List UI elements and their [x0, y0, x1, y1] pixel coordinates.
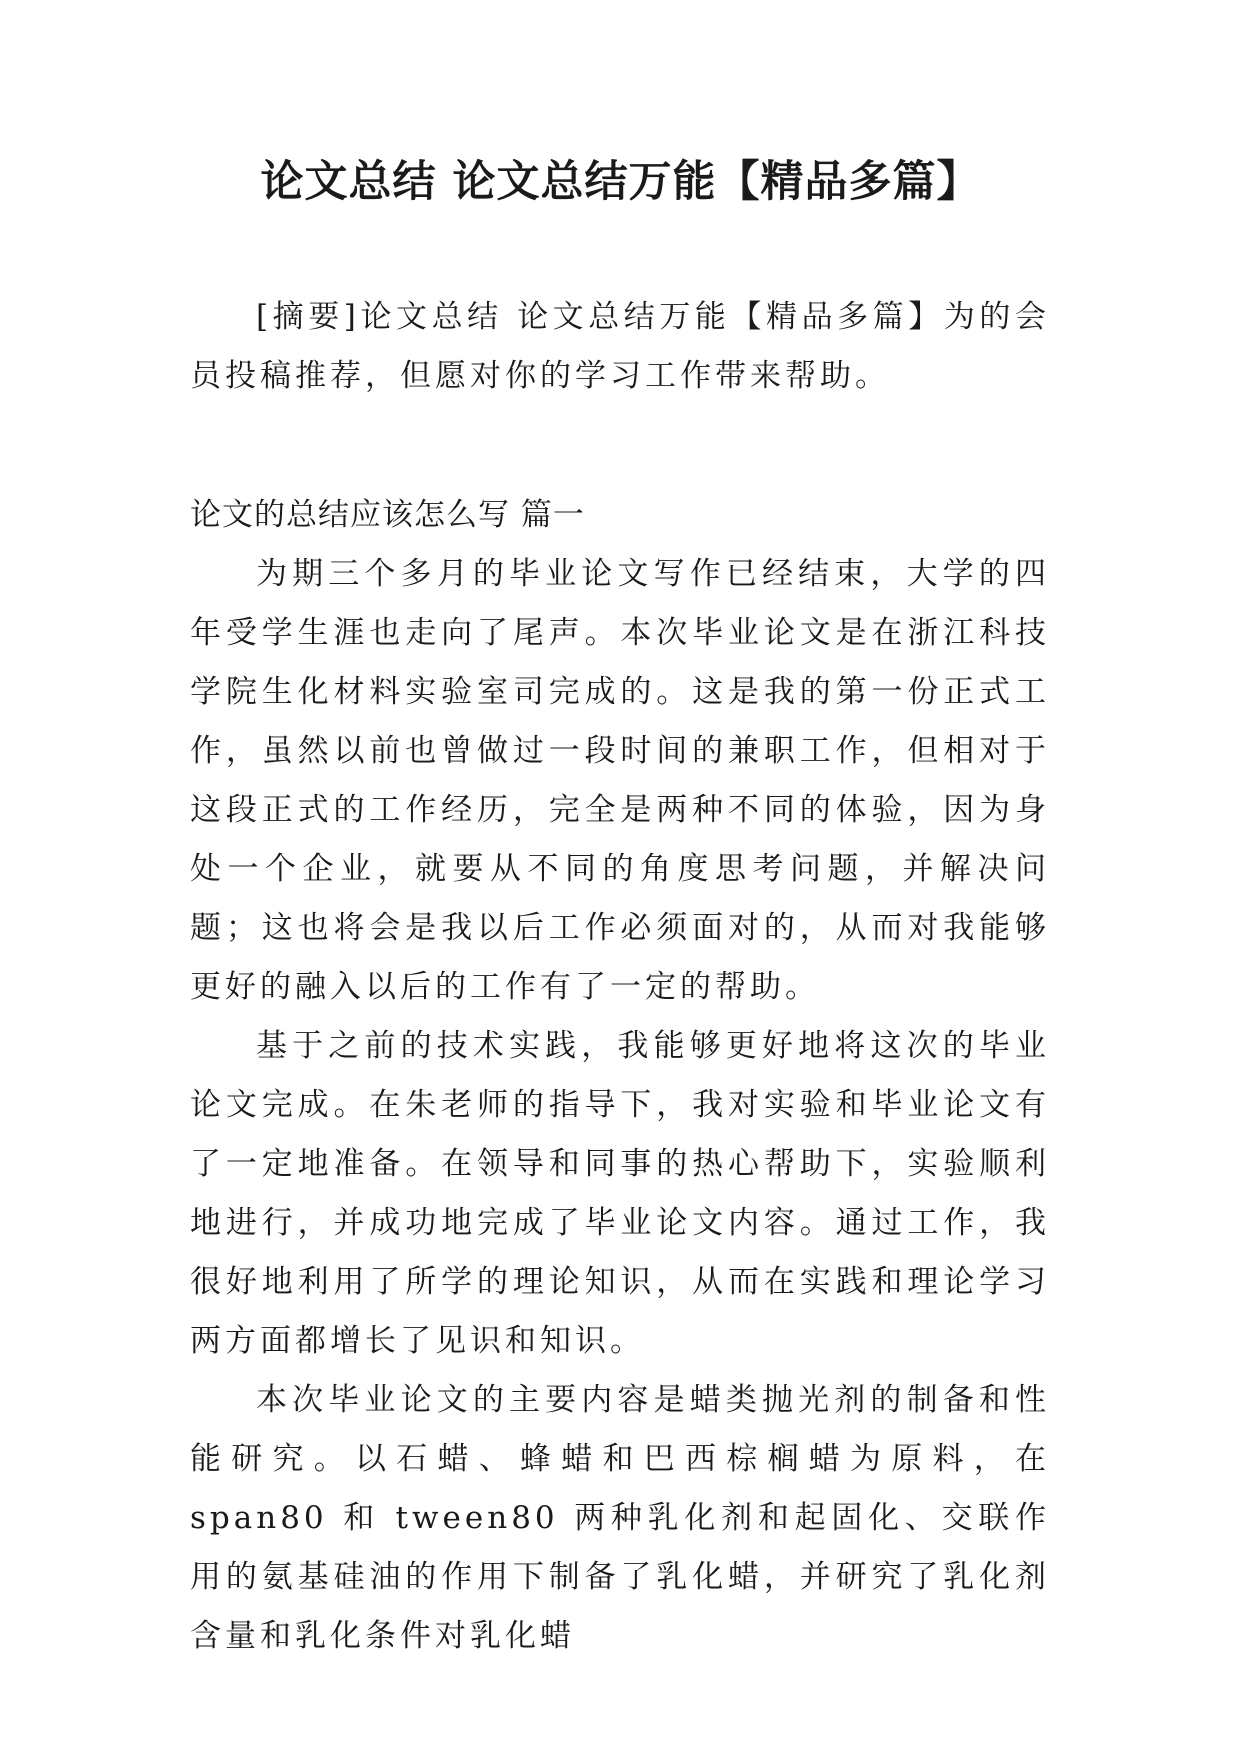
- section-heading: 论文的总结应该怎么写 篇一: [190, 497, 585, 533]
- document-title: 论文总结 论文总结万能【精品多篇】: [260, 157, 981, 207]
- body-paragraph: 基于之前的技术实践，我能够更好地将这次的毕业论文完成。在朱老师的指导下，我对实验和毕业论文有了一定地准备。在领导和同事的热心帮助下，实验顺利地进行，并成功地完成了毕业论文内容。通过工作，我很好地利用了所学的理论知识，从而在实践和理论学习两方面都增长了见识和知识。: [190, 1028, 1050, 1359]
- body-paragraph: 本次毕业论文的主要内容是蜡类抛光剂的制备和性能研究。以石蜡、蜂蜡和巴西棕榈蜡为原料，在 span80 和 tween80 两种乳化剂和起固化、交联作用的氨基硅油的作用下制备了乳化蜡，并研究了乳化剂含量和乳化条件对乳化蜡: [190, 1382, 1050, 1654]
- body-paragraph: 为期三个多月的毕业论文写作已经结束，大学的四年受学生涯也走向了尾声。本次毕业论文是在浙江科技学院生化材料实验室司完成的。这是我的第一份正式工作，虽然以前也曾做过一段时间的兼职工作，但相对于这段正式的工作经历，完全是两种不同的体验，因为身处一个企业，就要从不同的角度思考问题，并解决问题；这也将会是我以后工作必须面对的，从而对我能够更好的融入以后的工作有了一定的帮助。: [190, 556, 1050, 1005]
- abstract-paragraph: [摘要]论文总结 论文总结万能【精品多篇】为的会员投稿推荐，但愿对你的学习工作带来帮助。: [190, 299, 1050, 394]
- document-body: [190, 288, 1050, 1666]
